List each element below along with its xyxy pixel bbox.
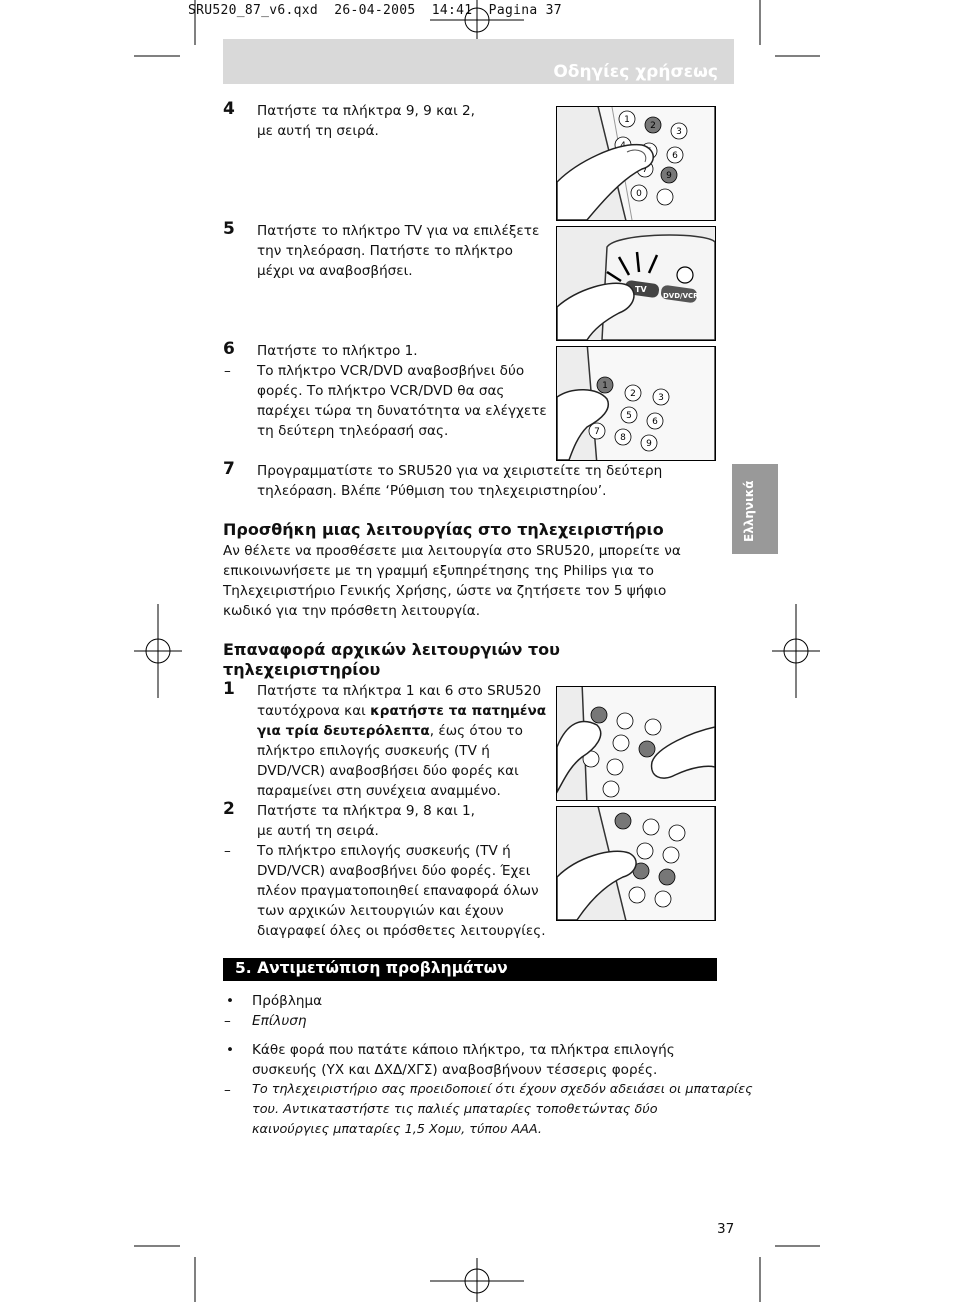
text-line: Τηλεχειριστήριο Γενικής Χρήσης, ώστε να ζητήσετε τον 5 ψήφιο	[223, 583, 667, 599]
key-label: 9	[666, 171, 672, 181]
step-text	[257, 801, 475, 841]
step-subtext	[257, 841, 546, 941]
text-line: επικοινωνήσετε με τη γραμμή εξυπηρέτησης της Philips για το	[223, 563, 654, 579]
key-label: 1	[624, 115, 630, 125]
text-line: Το πλήκτρο VCR/DVD αναβοσβήνει δύο	[257, 363, 525, 379]
step-number: 1	[223, 679, 235, 699]
text-line: DVD/VCR) αναβοσβήνει δύο φορές. Έχει	[257, 863, 531, 879]
text-line: καινούργιες μπαταρίες 1,5 Χομυ, τύπου AAA.	[252, 1122, 542, 1137]
bold-text: για τρία δευτερόλεπτα	[257, 723, 430, 739]
text-line	[257, 721, 546, 741]
text-line: Πατήστε τα πλήκτρα 9, 9 και 2,	[257, 103, 475, 119]
remote-keypad-illustration	[557, 107, 715, 220]
text-line	[257, 701, 546, 721]
bullet-marker: •	[226, 1042, 235, 1058]
section-heading: Προσθήκη μιας λειτουργίας στο τηλεχειριστήριο	[223, 520, 664, 539]
step-text	[257, 461, 662, 501]
remote-key1-photo	[556, 346, 716, 461]
text-line: πλέον πραγματοποιηθεί επαναφορά όλων	[257, 883, 539, 899]
tv-key-label: TV	[635, 285, 647, 294]
text-line: των αρχικών λειτουργιών και έχουν	[257, 903, 504, 919]
step-text	[257, 101, 475, 141]
text-line: με αυτή τη σειρά.	[257, 823, 379, 839]
step-number: 5	[223, 219, 235, 239]
legend-solution: Επίλυση	[252, 1013, 307, 1029]
language-tab-label: Ελληνικά	[742, 480, 756, 542]
header-title: Οδηγίες χρήσεως	[553, 62, 718, 82]
key-label: 0	[636, 189, 642, 199]
dvd-key-label: DVD/VCR	[663, 292, 699, 300]
key-label: 9	[646, 439, 652, 449]
step-number: 7	[223, 459, 235, 479]
heading-line: τηλεχειριστηρίου	[223, 660, 381, 679]
key-label: 7	[594, 427, 600, 437]
text-line: διαγραφεί όλες οι πρόσθετες λειτουργίες.	[257, 923, 546, 939]
key-label: 8	[620, 433, 626, 443]
section-title: 5. Αντιμετώπιση προβλημάτων	[235, 959, 508, 977]
key-label: 1	[602, 381, 608, 391]
text-line: Κάθε φορά που πατάτε κάποιο πλήκτρο, τα πλήκτρα επιλογής	[252, 1042, 675, 1058]
remote-keys-1-6-photo	[556, 686, 716, 801]
step-number: 6	[223, 339, 235, 359]
dash-marker: –	[224, 843, 231, 859]
text-line: Πατήστε τα πλήκτρα 1 και 6 στο SRU520	[257, 683, 542, 699]
section-bar	[223, 958, 717, 981]
text-line: Το τηλεχειριστήριο σας προειδοποιεί ότι έχουν σχεδόν αδειάσει οι μπαταρίες	[252, 1082, 753, 1097]
text-line: με αυτή τη σειρά.	[257, 123, 379, 139]
key-label: 5	[626, 411, 632, 421]
key-label: 3	[658, 393, 664, 403]
remote-keypad-photo	[556, 106, 716, 221]
text-line: του. Αντικαταστήστε τις παλιές μπαταρίες τοποθετώντας δύο	[252, 1102, 658, 1117]
paragraph	[223, 541, 681, 621]
text-line: την τηλεόραση. Πατήστε το πλήκτρο	[257, 243, 513, 259]
text-line: Πατήστε τα πλήκτρα 9, 8 και 1,	[257, 803, 475, 819]
remote-keys-981-illustration	[557, 807, 715, 920]
remote-key1-illustration	[557, 347, 715, 460]
header-bar	[223, 39, 734, 84]
text-line: Το πλήκτρο επιλογής συσκευής (TV ή	[257, 843, 511, 859]
key-label: 3	[676, 127, 682, 137]
text-line: φορές. Το πλήκτρο VCR/DVD θα σας	[257, 383, 505, 399]
key-label: 2	[650, 121, 656, 131]
remote-tv-key-photo	[556, 226, 716, 341]
language-tab	[732, 464, 778, 554]
text-line: Αν θέλετε να προσθέσετε μια λειτουργία στο SRU520, μπορείτε να	[223, 543, 681, 559]
legend-problem: Πρόβλημα	[252, 993, 323, 1009]
text-line: κωδικό για την πρόσθετη λειτουργία.	[223, 603, 481, 619]
section-heading	[223, 640, 560, 680]
heading-line: Επαναφορά αρχικών λειτουργιών του	[223, 640, 560, 659]
step-text	[257, 681, 546, 801]
bold-text: κρατήστε τα πατημένα	[370, 703, 547, 719]
bullet-marker: •	[226, 993, 235, 1009]
key-label: 2	[630, 389, 636, 399]
text-run: ταυτόχρονα και	[257, 703, 371, 719]
key-label: 6	[672, 151, 678, 161]
step-number: 2	[223, 799, 235, 819]
step-text	[257, 221, 539, 281]
text-line: τη δεύτερη τηλεόρασή σας.	[257, 423, 449, 439]
step-number: 4	[223, 99, 235, 119]
text-line: Πατήστε το πλήκτρο TV για να επιλέξετε	[257, 223, 540, 239]
text-line: Προγραμματίστε το SRU520 για να χειριστείτε τη δεύτερη	[257, 463, 663, 479]
text-line: τηλεόραση. Βλέπε ‘Ρύθμιση του τηλεχειριστηρίου’.	[257, 483, 607, 499]
dash-marker: –	[224, 363, 231, 379]
problem-text	[252, 1040, 675, 1080]
key-label: 6	[652, 417, 658, 427]
dash-marker: –	[224, 1013, 231, 1029]
dash-marker: –	[224, 1082, 231, 1098]
text-run: , έως ότου το	[429, 723, 523, 739]
file-slug: SRU520_87_v6.qxd 26-04-2005 14:41 Pagina 37	[188, 3, 562, 18]
text-line: παραμείνει στη συνέχεια αναμμένο.	[257, 783, 501, 799]
step-text: Πατήστε το πλήκτρο 1.	[257, 343, 418, 359]
remote-keys-1-6-illustration	[557, 687, 715, 800]
text-line: μέχρι να αναβοσβήσει.	[257, 263, 413, 279]
step-subtext	[257, 361, 547, 441]
page-number: 37	[717, 1221, 735, 1237]
text-line: συσκευής (YX και ΔΧΔ/ΧΓΣ) αναβοσβήνουν τέσσερις φορές.	[252, 1062, 658, 1078]
text-line: παρέχει τώρα τη δυνατότητα να ελέγχετε	[257, 403, 547, 419]
text-line: πλήκτρο επιλογής συσκευής (TV ή	[257, 743, 490, 759]
solution-text	[252, 1080, 753, 1140]
key-label: 7	[642, 165, 648, 175]
remote-tv-key-illustration	[557, 227, 715, 340]
text-line: DVD/VCR) αναβοσβήσει δύο φορές και	[257, 763, 519, 779]
remote-keys-981-photo	[556, 806, 716, 921]
